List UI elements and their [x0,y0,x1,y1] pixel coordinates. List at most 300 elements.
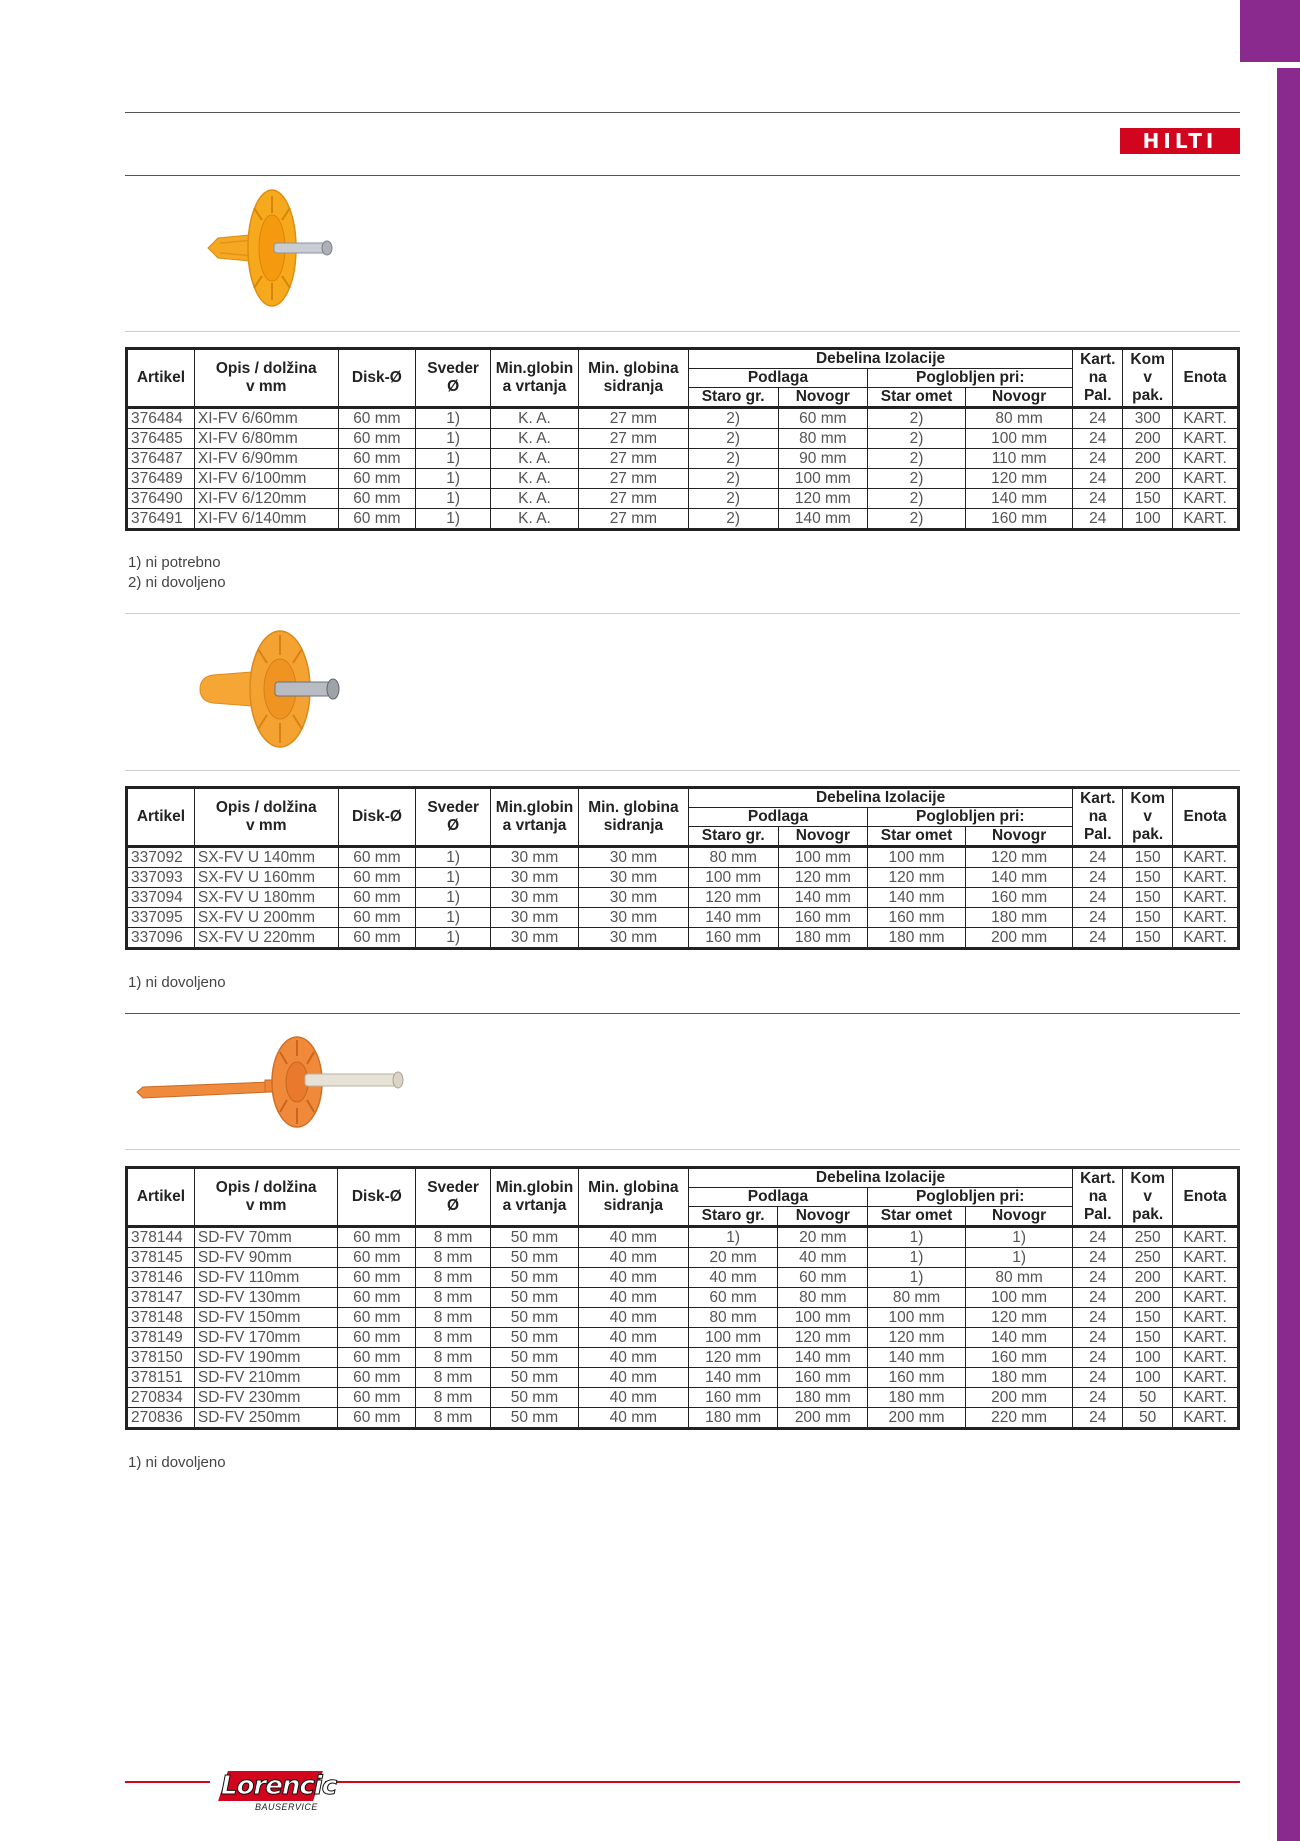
table-cell: KART. [1173,1408,1239,1429]
table-cell: 376485 [127,429,195,449]
table-cell: KART. [1173,1348,1239,1368]
table-cell: 200 mm [965,928,1072,949]
col-sveder: Sveder Ø [416,349,491,408]
col-poglobljen: Poglobljen pri: [868,369,1073,388]
table-cell: 27 mm [578,429,688,449]
table-cell: 150 [1123,888,1173,908]
table-cell: 60 mm [338,1388,416,1408]
table-cell: 100 mm [868,1308,966,1328]
table-cell: 140 mm [965,868,1072,888]
table-cell: 100 mm [778,1308,868,1328]
table-cell: 140 mm [778,509,868,530]
col-enota: Enota [1173,788,1239,847]
table-cell: 337092 [127,847,195,868]
table-cell: KART. [1173,449,1239,469]
top-rule [125,112,1240,113]
table-cell: 180 mm [778,1388,868,1408]
table-row [127,1348,1239,1368]
col-kom-v-pak: Kom v pak. [1123,788,1173,847]
table-cell: 270836 [127,1408,195,1429]
table-cell: 2) [868,509,966,530]
col-opis: Opis / dolžina v mm [194,349,338,408]
table-cell: K. A. [491,408,579,429]
table-cell: 100 [1123,1348,1173,1368]
table-cell: 1) [416,449,491,469]
col-staro-gr: Staro gr. [688,827,778,847]
table-cell: KART. [1173,408,1239,429]
table-cell: 40 mm [578,1408,688,1429]
table-cell: SX-FV U 220mm [194,928,338,949]
section3-rule [125,1013,1240,1014]
anchor-xi-fv-image [200,188,340,313]
table-cell: 337096 [127,928,195,949]
table-cell: 24 [1073,408,1123,429]
table-cell: 200 mm [868,1408,966,1429]
col-novogr: Novogr [778,827,868,847]
table-cell: 60 mm [338,1288,416,1308]
table-cell: 150 [1123,868,1173,888]
table-cell: 60 mm [338,928,416,949]
table-cell: 50 [1123,1388,1173,1408]
table-cell: KART. [1173,469,1239,489]
table-row [127,1268,1239,1288]
table-row [127,408,1239,429]
table-cell: 337095 [127,908,195,928]
header-rule [125,175,1240,176]
table-cell: 100 mm [868,847,966,868]
col-podlaga: Podlaga [688,1188,867,1207]
table-row [127,1227,1239,1248]
table-cell: KART. [1173,847,1239,868]
table-cell: 1) [965,1227,1072,1248]
table-cell: KART. [1173,1227,1239,1248]
table-cell: KART. [1173,489,1239,509]
col-poglobljen: Poglobljen pri: [868,1188,1073,1207]
table-cell: 2) [688,489,778,509]
table-cell: 160 mm [778,1368,868,1388]
table-cell: 40 mm [578,1268,688,1288]
table-cell: 2) [688,429,778,449]
table-cell: 1) [416,928,491,949]
table-cell: 40 mm [578,1227,688,1248]
col-podlaga: Podlaga [688,808,867,827]
table-cell: 24 [1073,847,1123,868]
table-row [127,928,1239,949]
table-cell: K. A. [491,489,579,509]
table-cell: SD-FV 130mm [194,1288,338,1308]
table-cell: 1) [416,888,491,908]
table-cell: 24 [1073,469,1123,489]
col-enota: Enota [1173,1168,1239,1227]
table-cell: 40 mm [778,1248,868,1268]
table-cell: 1) [868,1227,966,1248]
col-podlaga: Podlaga [688,369,867,388]
table-cell: 150 [1123,1308,1173,1328]
table-cell: 160 mm [688,928,778,949]
table-cell: XI-FV 6/80mm [194,429,338,449]
table-cell: 60 mm [338,1268,416,1288]
table-cell: 2) [688,509,778,530]
col-min-globina-vrtanja: Min.globin a vrtanja [491,788,579,847]
table-cell: 50 [1123,1408,1173,1429]
table-cell: KART. [1173,429,1239,449]
table-cell: 60 mm [338,1308,416,1328]
table-cell: 20 mm [688,1248,778,1268]
table-cell: 24 [1073,1368,1123,1388]
table-cell: KART. [1173,1248,1239,1268]
table-cell: KART. [1173,1388,1239,1408]
col-enota: Enota [1173,349,1239,408]
table-cell: 100 [1123,1368,1173,1388]
table-cell: 60 mm [338,868,416,888]
table-cell: 60 mm [778,408,868,429]
table-cell: 1) [868,1268,966,1288]
table-cell: K. A. [491,429,579,449]
table-cell: 2) [688,449,778,469]
table-cell: 60 mm [338,509,416,530]
table-cell: 376490 [127,489,195,509]
table-cell: 378148 [127,1308,195,1328]
table-cell: 200 mm [965,1388,1072,1408]
table-cell: 1) [688,1227,778,1248]
spec-table-sd-fv [125,1166,1240,1430]
table-cell: 60 mm [338,888,416,908]
col-poglobljen: Poglobljen pri: [868,808,1073,827]
col-disk: Disk-Ø [338,788,416,847]
table-cell: K. A. [491,469,579,489]
table-cell: 50 mm [490,1348,578,1368]
table-cell: 200 [1123,1268,1173,1288]
note: 2) ni dovoljeno [128,574,226,591]
table-cell: 24 [1073,888,1123,908]
table-cell: 50 mm [490,1227,578,1248]
table-cell: 100 [1123,509,1173,530]
table-cell: 2) [688,469,778,489]
col-staro-gr: Staro gr. [688,1207,778,1227]
col-min-globina-vrtanja: Min.globin a vrtanja [490,1168,578,1227]
table-cell: KART. [1173,868,1239,888]
table-cell: SX-FV U 180mm [194,888,338,908]
col-min-globina-sidranja: Min. globina sidranja [578,1168,688,1227]
table-cell: 30 mm [491,908,579,928]
table-cell: 60 mm [338,847,416,868]
table-cell: 140 mm [868,888,966,908]
table-cell: 120 mm [778,868,868,888]
table-cell: 200 [1123,429,1173,449]
table-cell: 30 mm [491,847,579,868]
table-cell: 60 mm [688,1288,778,1308]
table-row [127,1288,1239,1308]
table-cell: 8 mm [416,1248,491,1268]
col-artikel: Artikel [127,349,195,408]
table-cell: 30 mm [579,908,689,928]
table-cell: 150 [1123,1328,1173,1348]
table-cell: 160 mm [868,1368,966,1388]
table-cell: 376487 [127,449,195,469]
table-cell: 2) [868,489,966,509]
table-cell: 60 mm [338,1328,416,1348]
table-cell: 50 mm [490,1388,578,1408]
table-cell: 80 mm [688,847,778,868]
table-cell: 80 mm [778,1288,868,1308]
table-cell: 150 [1123,908,1173,928]
table-cell: 200 [1123,449,1173,469]
col-novogr: Novogr [778,1207,868,1227]
table-cell: 160 mm [778,908,868,928]
table-cell: 24 [1073,868,1123,888]
table-cell: K. A. [491,449,579,469]
table-row [127,1388,1239,1408]
table-cell: 140 mm [688,1368,778,1388]
table-cell: 24 [1073,449,1123,469]
table-cell: 220 mm [965,1408,1072,1429]
table-cell: 60 mm [338,1227,416,1248]
table-row [127,449,1239,469]
table-cell: 100 mm [778,469,868,489]
table-cell: SD-FV 190mm [194,1348,338,1368]
table-cell: 2) [688,408,778,429]
table-cell: 40 mm [578,1248,688,1268]
table-cell: KART. [1173,509,1239,530]
table-cell: 80 mm [965,408,1072,429]
col-min-globina-vrtanja: Min.globin a vrtanja [491,349,579,408]
col-opis: Opis / dolžina v mm [194,1168,338,1227]
col-kart-na-pal: Kart. na Pal. [1073,788,1123,847]
col-debelina-izolacije: Debelina Izolacije [688,349,1073,369]
table-cell: 24 [1073,509,1123,530]
table-cell: 40 mm [578,1368,688,1388]
table-cell: 378150 [127,1348,195,1368]
table-cell: 1) [416,469,491,489]
table-cell: 250 [1123,1227,1173,1248]
note: 1) ni potrebno [128,554,221,571]
spec-table-xi-fv [125,347,1240,531]
table-cell: 8 mm [416,1268,491,1288]
spec-table-sx-fv [125,786,1240,950]
table-cell: KART. [1173,888,1239,908]
table-cell: SD-FV 150mm [194,1308,338,1328]
col-star-omet: Star omet [868,388,966,408]
table-body [127,847,1239,949]
table-cell: 30 mm [579,847,689,868]
table-cell: 60 mm [338,1248,416,1268]
table-cell: 110 mm [965,449,1072,469]
table-cell: 100 mm [688,868,778,888]
table-cell: 50 mm [490,1308,578,1328]
table-cell: 300 [1123,408,1173,429]
table-cell: 8 mm [416,1288,491,1308]
table-cell: 378147 [127,1288,195,1308]
col-sveder: Sveder Ø [416,1168,491,1227]
table-cell: 160 mm [688,1388,778,1408]
col-novogr-2: Novogr [965,1207,1072,1227]
lorencic-logo: Lorencic BAUSERVICE [215,1769,320,1817]
table-cell: 24 [1073,928,1123,949]
col-novogr-2: Novogr [965,388,1072,408]
col-sveder: Sveder Ø [416,788,491,847]
table-cell: XI-FV 6/120mm [194,489,338,509]
notes-section-1 [128,553,226,593]
table-cell: SD-FV 170mm [194,1328,338,1348]
table-cell: 80 mm [778,429,868,449]
table-cell: SD-FV 90mm [194,1248,338,1268]
table-cell: 24 [1073,1268,1123,1288]
table-cell: XI-FV 6/140mm [194,509,338,530]
table-cell: 24 [1073,1328,1123,1348]
side-strip [1277,68,1300,1841]
note: 1) ni dovoljeno [128,974,226,991]
table-cell: 24 [1073,1388,1123,1408]
table-cell: 100 mm [688,1328,778,1348]
table-cell: 50 mm [490,1328,578,1348]
note: 1) ni dovoljeno [128,1454,226,1471]
table-cell: SD-FV 210mm [194,1368,338,1388]
table-cell: 40 mm [578,1388,688,1408]
notes-section-3 [128,1453,226,1473]
table-cell: 120 mm [965,469,1072,489]
table-row [127,908,1239,928]
table-cell: 180 mm [965,908,1072,928]
table-cell: SX-FV U 140mm [194,847,338,868]
table-cell: KART. [1173,1368,1239,1388]
col-disk: Disk-Ø [338,1168,416,1227]
table-cell: 24 [1073,1248,1123,1268]
table-cell: 1) [416,489,491,509]
table-cell: XI-FV 6/60mm [194,408,338,429]
table-cell: 150 [1123,489,1173,509]
table-cell: 8 mm [416,1388,491,1408]
table-cell: 376489 [127,469,195,489]
table-cell: 2) [868,449,966,469]
table-cell: 80 mm [965,1268,1072,1288]
table-cell: 180 mm [778,928,868,949]
col-min-globina-sidranja: Min. globina sidranja [579,788,689,847]
table-row [127,868,1239,888]
table-cell: 180 mm [688,1408,778,1429]
table-cell: 140 mm [778,1348,868,1368]
table-cell: 250 [1123,1248,1173,1268]
table-cell: 24 [1073,908,1123,928]
anchor-sx-fv-image [195,627,345,752]
table-cell: 8 mm [416,1408,491,1429]
col-min-globina-sidranja: Min. globina sidranja [578,349,688,408]
table-cell: XI-FV 6/100mm [194,469,338,489]
table-cell: 378151 [127,1368,195,1388]
table-cell: KART. [1173,1268,1239,1288]
table-cell: 378145 [127,1248,195,1268]
table-row [127,1308,1239,1328]
table-cell: 1) [416,908,491,928]
table-cell: 120 mm [688,888,778,908]
table-cell: 1) [416,509,491,530]
col-opis: Opis / dolžina v mm [194,788,338,847]
footer-rule-right [325,1781,1240,1783]
section3-rule-bottom [125,1149,1240,1150]
col-disk: Disk-Ø [338,349,416,408]
table-cell: 1) [868,1248,966,1268]
table-cell: 378149 [127,1328,195,1348]
table-cell: 100 mm [965,429,1072,449]
anchor-sd-fv-image [135,1030,405,1130]
col-artikel: Artikel [127,1168,195,1227]
table-cell: 150 [1123,847,1173,868]
table-cell: 337093 [127,868,195,888]
table-row [127,429,1239,449]
table-cell: 8 mm [416,1368,491,1388]
table-cell: 24 [1073,1408,1123,1429]
table-cell: 120 mm [965,1308,1072,1328]
table-cell: 27 mm [578,509,688,530]
table-body [127,408,1239,530]
table-cell: 90 mm [778,449,868,469]
col-novogr: Novogr [778,388,868,408]
table-cell: 120 mm [778,489,868,509]
table-cell: 50 mm [490,1248,578,1268]
table-cell: 60 mm [338,469,416,489]
section1-rule [125,331,1240,332]
table-cell: 337094 [127,888,195,908]
notes-section-2 [128,973,226,993]
table-row [127,1328,1239,1348]
table-cell: 160 mm [965,888,1072,908]
table-cell: 50 mm [490,1268,578,1288]
table-cell: 140 mm [688,908,778,928]
section2-rule-bottom [125,770,1240,771]
table-cell: 120 mm [688,1348,778,1368]
table-cell: 120 mm [778,1328,868,1348]
table-cell: 60 mm [338,429,416,449]
table-cell: 140 mm [965,1328,1072,1348]
hilti-logo: HILTI [1120,128,1240,154]
table-cell: 120 mm [965,847,1072,868]
table-cell: 30 mm [579,928,689,949]
table-cell: 1) [416,429,491,449]
table-cell: 24 [1073,429,1123,449]
table-cell: 20 mm [778,1227,868,1248]
table-cell: 30 mm [491,888,579,908]
table-cell: 270834 [127,1388,195,1408]
table-cell: 60 mm [338,908,416,928]
col-novogr-2: Novogr [965,827,1072,847]
col-kart-na-pal: Kart. na Pal. [1073,1168,1123,1227]
table-cell: XI-FV 6/90mm [194,449,338,469]
table-cell: 24 [1073,489,1123,509]
table-cell: 27 mm [578,408,688,429]
table-cell: 30 mm [579,868,689,888]
table-cell: 8 mm [416,1348,491,1368]
table-cell: 27 mm [578,489,688,509]
table-cell: 376491 [127,509,195,530]
table-cell: 378144 [127,1227,195,1248]
side-tab [1240,0,1300,62]
footer-rule-left [125,1781,210,1783]
table-cell: 2) [868,408,966,429]
table-cell: 376484 [127,408,195,429]
col-staro-gr: Staro gr. [688,388,778,408]
table-cell: 27 mm [578,449,688,469]
table-body [127,1227,1239,1429]
table-cell: 1) [965,1248,1072,1268]
table-cell: 80 mm [688,1308,778,1328]
table-cell: 8 mm [416,1227,491,1248]
table-cell: 200 [1123,469,1173,489]
table-cell: 24 [1073,1348,1123,1368]
table-cell: 200 [1123,1288,1173,1308]
col-kom-v-pak: Kom v pak. [1123,349,1173,408]
table-cell: 27 mm [578,469,688,489]
table-cell: 50 mm [490,1408,578,1429]
table-cell: 30 mm [491,868,579,888]
